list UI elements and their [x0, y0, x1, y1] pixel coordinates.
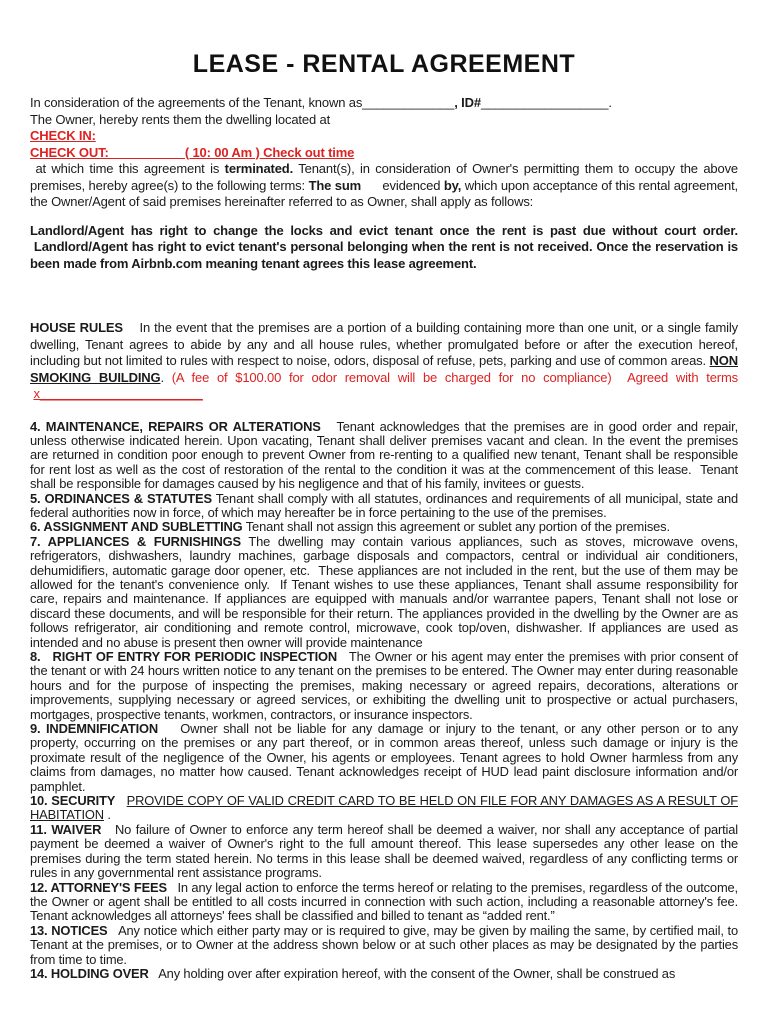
section-13-notices-segment-1: Any notice which either party may or is required to give, may be given by mailing the same, by certified mail, to Tenant at the premises, or to Owner at the address shown below or at such other places as may be designated by the parties from time to time.: [30, 922, 738, 967]
section-11-waiver: [30, 823, 738, 881]
section-11-waiver-segment-0: 11. WAIVER: [30, 821, 102, 837]
section-6-assignment: [30, 520, 738, 534]
terms-paragraph-segment-1: terminated.: [224, 161, 294, 176]
section-4-maintenance-segment-1: Tenant acknowledges that the premises are in good order and repair, unless otherwise indicated herein. Upon vacating, Tenant shall deliver premises vacant and clean. In the event the premises are returned in condition poor enough to prevent Owner from re-renting to a qualified new tenant, Tenant shall be responsible for rent lost as well as the cost of restoration of the rental to the condition it was at the commencement of this lease. Tenant shall be responsible for damages caused by his negligence and that of his family, invitees or guests.: [30, 418, 738, 492]
section-5-ordinances-segment-0: 5. ORDINANCES & STATUTES: [30, 490, 212, 506]
section-13-notices-segment-0: 13. NOTICES: [30, 922, 108, 938]
intro-line-1-segment-0: In consideration of the agreements of the Tenant, known as_____________: [30, 95, 455, 110]
section-14-holding-over-segment-0: 14. HOLDING OVER: [30, 965, 149, 981]
section-12-attorneys-fees-segment-1: In any legal action to enforce the terms hereof or relating to the premises, regardless of the outcome, the Owner or agent shall be entitled to all costs incurred in connection with such action, including a reasonable attorney's fee. Tenant acknowledges all attorneys' fees shall be classified and billed to tenant as “added rent.”: [30, 879, 738, 924]
terms-paragraph-segment-5: by,: [443, 177, 462, 193]
section-11-waiver-segment-1: No failure of Owner to enforce any term hereof shall be deemed a waiver, nor shall any acceptance of partial payment be deemed a waiver of Owner's right to the full amount thereof. This lease supersedes any other lease on the premises during the term stated herein. No terms in this lease shall be deemed waived, regardless of any conflicting terms or rules in any governmental rent assistance programs.: [30, 821, 739, 881]
landlord-rights-paragraph: [30, 223, 738, 273]
check-out-line-segment-0: CHECK OUT: ( 10: 00 Am ) Check out time: [30, 144, 355, 160]
house-rules-paragraph-segment-0: HOUSE RULES: [30, 320, 123, 335]
section-12-attorneys-fees-segment-0: 12. ATTORNEY'S FEES: [30, 879, 167, 895]
intro-line-1-segment-2: __________________.: [480, 95, 612, 110]
terms-paragraph-segment-6: which upon acceptance of this rental agreement, the Owner/Agent of said premises hereinafter referred to as Owner, shall apply as follows:: [30, 177, 738, 209]
section-9-indemnification: [30, 722, 738, 794]
section-5-ordinances: [30, 492, 738, 521]
section-13-notices: [30, 924, 738, 967]
check-in-line-segment-0: CHECK IN:: [30, 128, 96, 143]
section-9-indemnification-segment-0: 9. INDEMNIFICATION: [30, 721, 159, 737]
section-14-holding-over-segment-1: Any holding over after expiration hereof, with the consent of the Owner, shall be construed as: [148, 965, 676, 981]
house-rules-paragraph-segment-4: (A fee of $100.00 for odor removal will be charged for no compliance) Agreed with terms: [30, 369, 738, 401]
section-10-security-segment-2: PROVIDE COPY OF VALID CREDIT CARD TO BE HELD ON FILE FOR ANY DAMAGES AS A RESULT OF HABITATION: [30, 793, 738, 823]
terms-paragraph: [30, 161, 738, 211]
section-7-appliances-segment-1: The dwelling may contain various appliances, such as stoves, microwave ovens, refrigerators, dishwashers, laundry machines, garbage disposals and compactors, central or individual air conditioners, dehumidifiers, automatic garage door opener, etc. These appliances are not included in the rent, but the use of them may be allowed for the tenant's convenience only. If Tenant wishes to use these appliances, Tenant shall assume responsibility for care, repairs and maintenance. If appliances are equipped with manuals and/or warrantee papers, Tenant shall not lose or discard these documents, and will be responsible for their return. The appliances provided in the dwelling by the Owner are as follows refrigerator, air conditioning and remote control, microwave, cook top/oven, dishwasher. If appliances are used as intended and no abuse is present then owner will provide maintenance: [30, 533, 738, 650]
section-9-indemnification-segment-1: Owner shall not be liable for any damage or injury to the tenant, or any other person or to any property, occurring on the premises or any part thereof, or in common areas thereof, unless such damage or injury is the proximate result of the negligence of the Owner, his agents or employees. Tenant agrees to hold Owner harmless from any claims from damages, no matter how caused. Tenant acknowledges receipt of HUD lead paint disclosure information and/or pamphlet.: [30, 721, 738, 794]
house-rules-paragraph-segment-5: x_______________________: [33, 386, 203, 401]
intro-line-1: [30, 95, 738, 112]
terms-paragraph-segment-3: The sum: [308, 177, 362, 193]
section-4-maintenance-segment-0: 4. MAINTENANCE, REPAIRS OR ALTERATIONS: [30, 418, 321, 434]
section-10-security: [30, 794, 738, 823]
terms-paragraph-segment-0: at which time this agreement is: [30, 161, 225, 176]
section-6-assignment-segment-1: Tenant shall not assign this agreement or sublet any portion of the premises.: [242, 519, 670, 535]
terms-paragraph-segment-4: evidenced: [361, 177, 444, 193]
section-8-right-of-entry: [30, 650, 738, 722]
check-in-line: [30, 128, 738, 145]
house-rules-paragraph-segment-3: .: [160, 369, 172, 385]
section-6-assignment-segment-0: 6. ASSIGNMENT AND SUBLETTING: [30, 519, 243, 535]
section-8-right-of-entry-segment-0: 8. RIGHT OF ENTRY FOR PERIODIC INSPECTION: [30, 649, 338, 664]
section-7-appliances: [30, 535, 738, 650]
check-out-line: [30, 145, 738, 162]
terms-paragraph-segment-2: Tenant(s), in consideration of Owner's permitting them to occupy the above premises, hereby agree(s) to the following terms:: [30, 161, 738, 193]
house-rules-paragraph-segment-2: NON SMOKING BUILDING: [30, 353, 738, 385]
section-10-security-segment-0: 10. SECURITY: [30, 793, 116, 809]
section-10-security-segment-1: [115, 793, 126, 808]
intro-line-2: [30, 112, 738, 129]
house-rules-paragraph-segment-1: In the event that the premises are a portion of a building containing more than one unit, or a single family dwelling, Tenant agrees to abide by any and all house rules, whether promulgated before or after the execution hereof, including but not limited to rules with respect to noise, odors, disposal of refuse, pets, parking and use of common areas.: [30, 320, 738, 368]
section-5-ordinances-segment-1: Tenant shall comply with all statutes, ordinances and requirements of all municipal, state and federal authorities now in force, of which may hereafter be in force pertaining to the use of the premises.: [30, 490, 739, 520]
intro-line-1-segment-1: , ID#: [454, 95, 481, 110]
section-10-security-segment-3: .: [103, 807, 111, 823]
section-8-right-of-entry-segment-1: The Owner or his agent may enter the premises with prior consent of the tenant or with 24 hours written notice to any tenant on the premises to be entered. The Owner may enter during reasonable hours and for the purpose of inspecting the premises, making necessary or agreed repairs, decorations, alterations or improvements, supplying necessary or agreed services, or exhibiting the dwelling unit to prospective or actual purchasers, mortgages, prospective tenants, workmen, contractors, or insurance inspectors.: [30, 649, 738, 722]
document-title: LEASE - RENTAL AGREEMENT: [192, 50, 576, 78]
intro-line-2-segment-0: The Owner, hereby rents them the dwelling located at: [30, 111, 331, 127]
section-14-holding-over: [30, 967, 738, 981]
document-body: [30, 95, 738, 981]
section-12-attorneys-fees: [30, 881, 738, 924]
section-4-maintenance: [30, 420, 738, 492]
landlord-rights-paragraph-segment-0: Landlord/Agent has right to change the locks and evict tenant once the rent is past due without court order. Landlord/Agent has right to evict tenant's personal belonging when the rent is not received. Once the reservation is been made from Airbnb.com meaning tenant agrees this lease agreement.: [30, 222, 738, 271]
house-rules-paragraph: [30, 320, 738, 403]
section-7-appliances-segment-0: 7. APPLIANCES & FURNISHINGS: [30, 533, 241, 549]
